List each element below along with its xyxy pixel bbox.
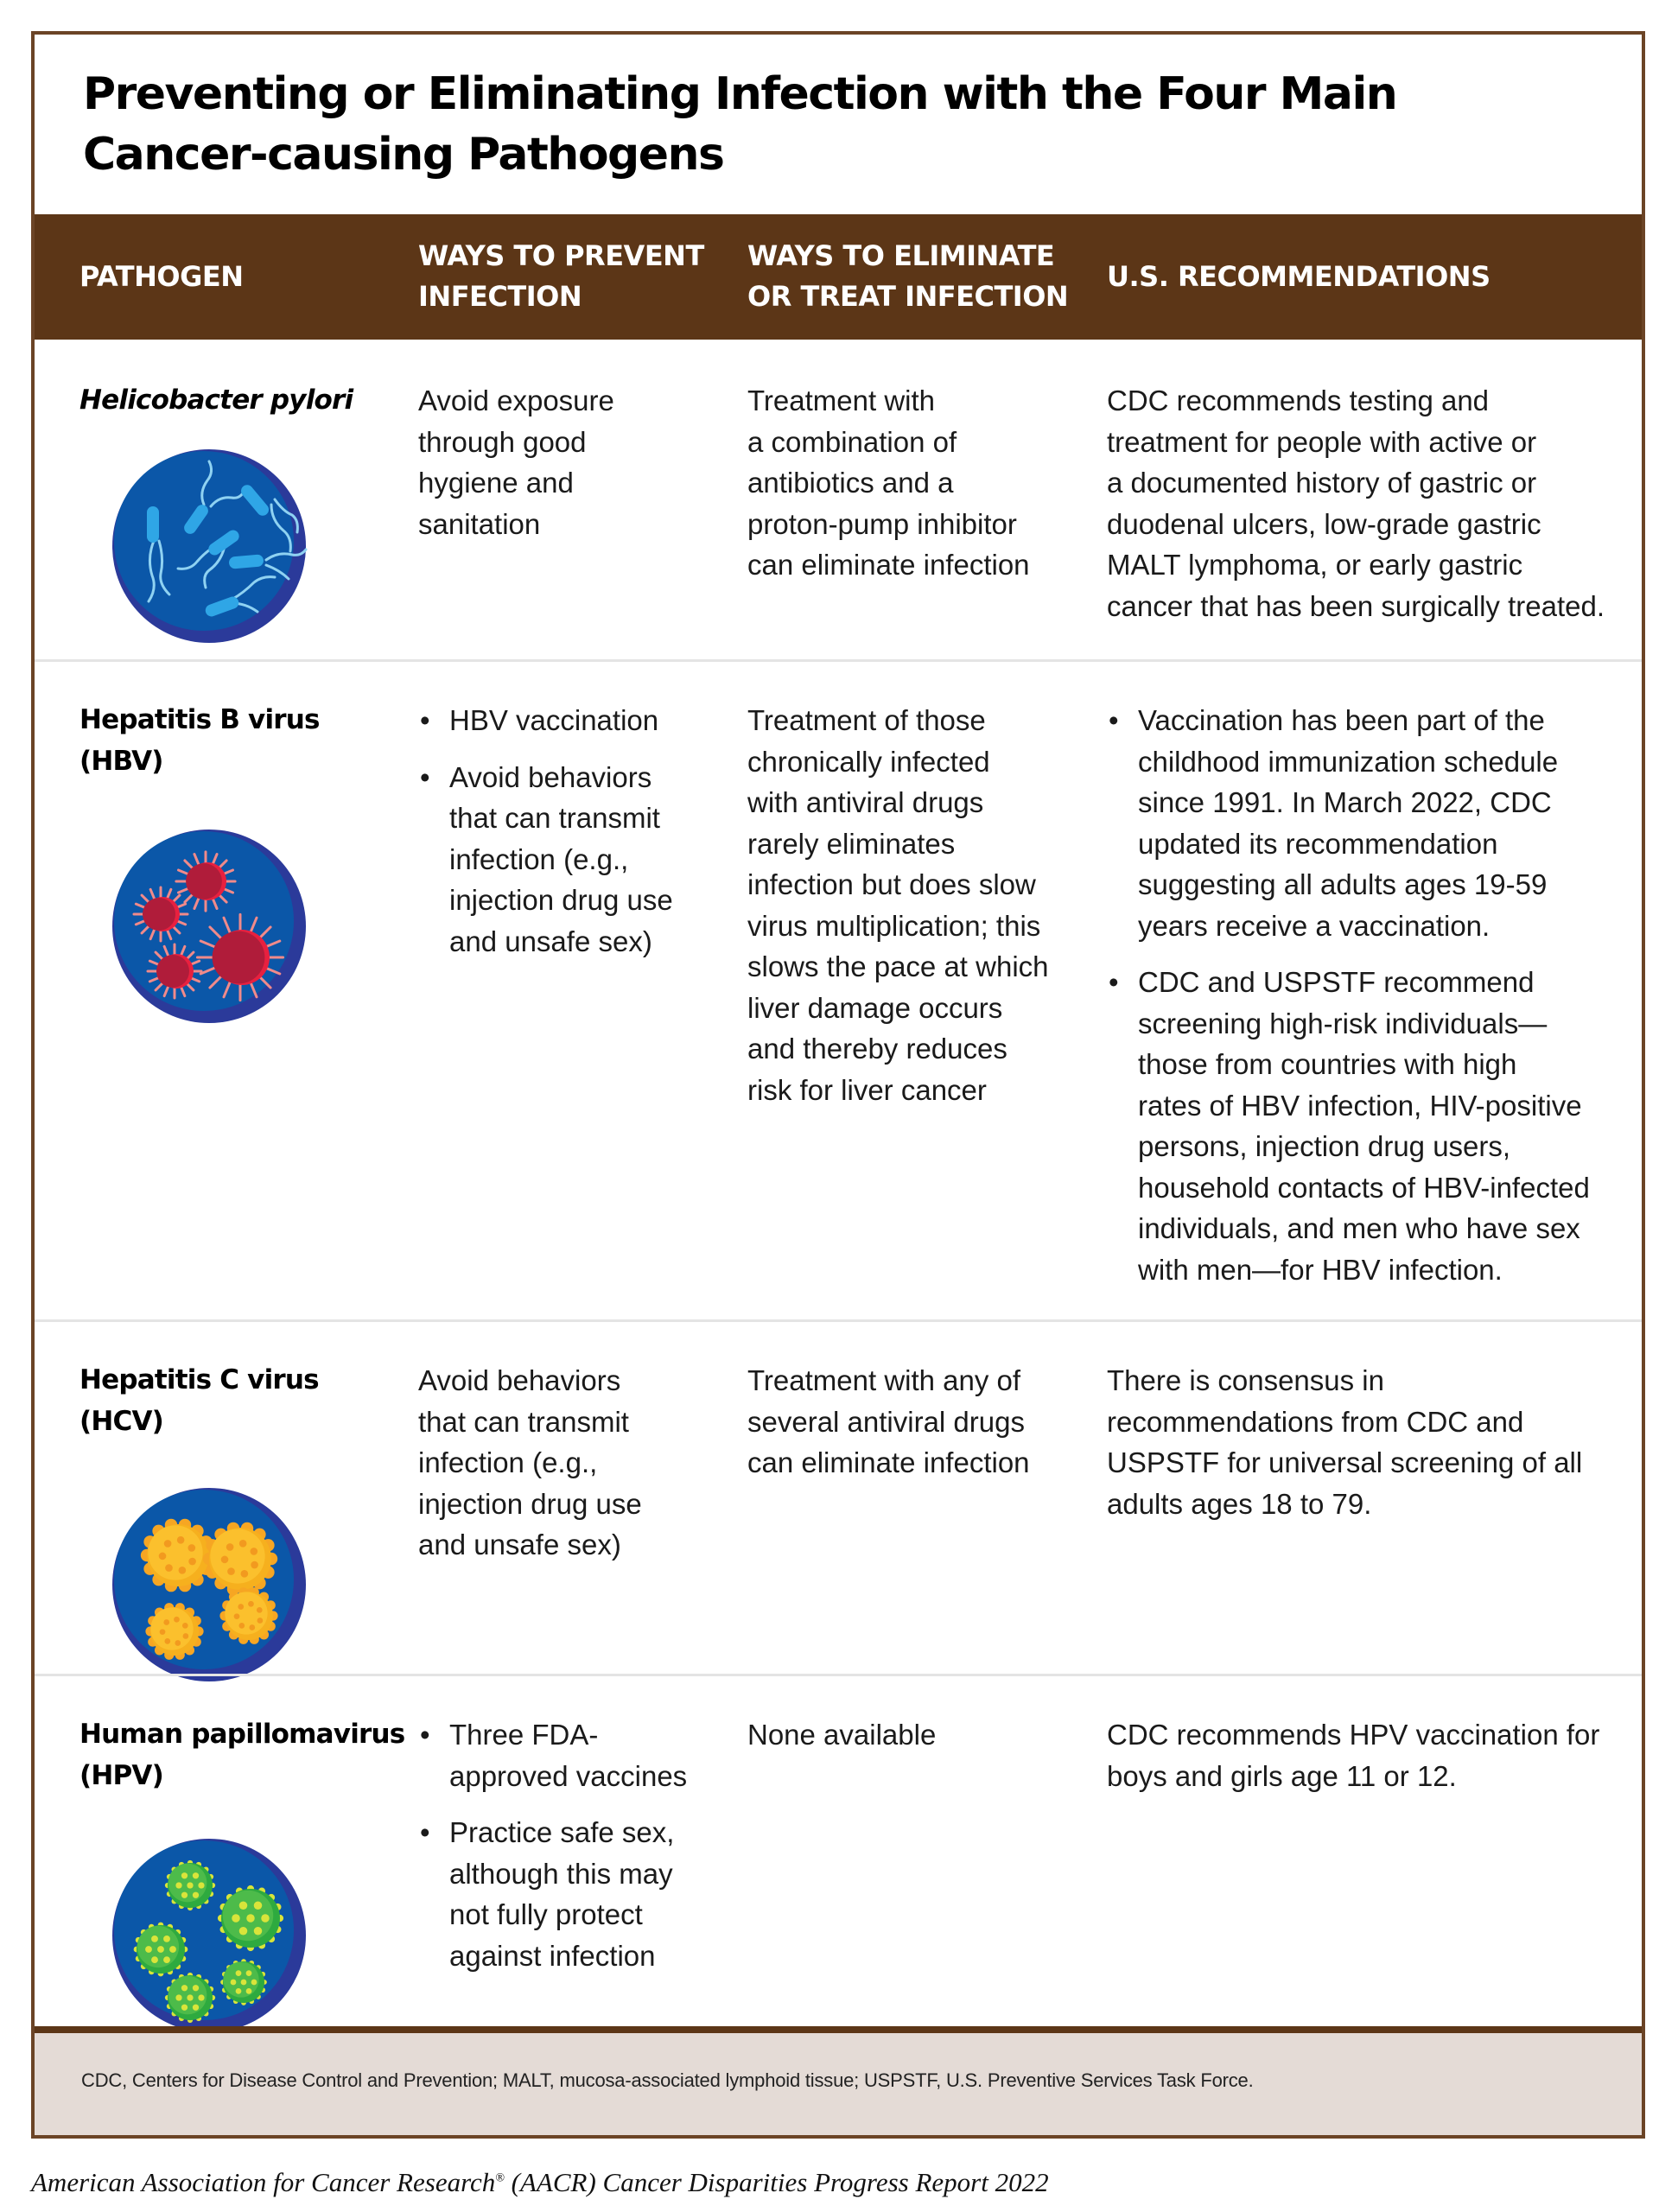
cell-line: several antiviral drugs	[747, 1405, 1025, 1438]
cell-line: with men—for HBV infection.	[1138, 1253, 1503, 1286]
header-recommendations: U.S. RECOMMENDATIONS	[1107, 260, 1490, 293]
cell-line: recommendations from CDC and	[1107, 1405, 1524, 1438]
pathogen-name-line: Human papillomavirus	[79, 1719, 405, 1750]
cell-line: childhood immunization schedule	[1138, 745, 1559, 778]
cell-line: a documented history of gastric or	[1107, 467, 1537, 499]
registered-mark: ®	[495, 2171, 505, 2185]
pathogen-name	[79, 380, 353, 422]
pathogen-name-line: (HPV)	[79, 1759, 163, 1791]
caption-text: American Association for Cancer Research	[31, 2167, 496, 2197]
cell-line: through good	[418, 425, 587, 458]
cell-line: with antiviral drugs	[747, 786, 984, 818]
header-prevent-line: INFECTION	[418, 280, 582, 313]
pathogen-name	[79, 1360, 319, 1442]
cell-line: and thereby reduces	[747, 1033, 1007, 1065]
cell-line: cancer that has been surgically treated.	[1107, 589, 1605, 622]
cell-line: can eliminate infection	[747, 1446, 1030, 1478]
cell-line: MALT lymphoma, or early gastric	[1107, 549, 1523, 581]
cell-line: boys and girls age 11 or 12.	[1107, 1759, 1457, 1792]
cell-line: although this may	[449, 1857, 673, 1890]
prevent-cell	[418, 700, 729, 977]
cell-line: virus multiplication; this	[747, 909, 1041, 942]
recommendation-cell	[1107, 380, 1605, 626]
header-eliminate	[747, 236, 1068, 317]
footnote-band	[35, 2026, 1642, 2135]
cell-line: antibiotics and a	[747, 467, 954, 499]
bullet-dot: •	[420, 760, 430, 793]
cell-line: liver damage occurs	[747, 991, 1003, 1024]
cell-line: years receive a vaccination.	[1138, 909, 1490, 942]
cell-line: Avoid exposure	[418, 385, 614, 416]
eliminate-cell	[747, 1360, 1030, 1484]
cell-line: since 1991. In March 2022, CDC	[1138, 786, 1552, 818]
cell-line: infection (e.g.,	[449, 842, 629, 875]
pathogen-name-line: Hepatitis B virus	[79, 704, 320, 735]
cell-line: approved vaccines	[449, 1759, 688, 1792]
cell-line: a combination of	[747, 425, 957, 458]
cell-line: injection drug use	[418, 1487, 642, 1520]
prevent-cell	[418, 1360, 642, 1566]
row-divider	[35, 1319, 1642, 1322]
bacteria-icon	[111, 448, 308, 645]
virus-particle	[134, 1923, 188, 1977]
pathogen-name-line: Hepatitis C virus	[79, 1364, 319, 1395]
hpv-virus-icon	[111, 1837, 308, 2034]
cell-line: Treatment with	[747, 385, 936, 416]
prevent-cell	[418, 1714, 729, 1992]
footnote-text: CDC, Centers for Disease Control and Prevention; MALT, mucosa-associated lymphoid tissue; USPSTF, U.S. Preventive Services Task Force.	[81, 2069, 1254, 2091]
bullet-dot: •	[1109, 704, 1119, 736]
virus-particle	[148, 944, 201, 998]
cell-line: that can transmit	[449, 802, 660, 834]
page-title: Preventing or Eliminating Infection with the Four Main Cancer-causing Pathogens	[83, 68, 1397, 181]
cell-line: Three FDA-	[449, 1719, 599, 1751]
recommendation-cell	[1107, 1360, 1582, 1524]
cell-line: individuals, and men who have sex	[1138, 1212, 1580, 1244]
caption-text: (AACR) Cancer Disparities Progress Report 2022	[504, 2167, 1049, 2197]
table-header	[35, 214, 1642, 340]
header-eliminate-line: OR TREAT INFECTION	[747, 280, 1069, 313]
bullet-item	[1107, 962, 1590, 1290]
eliminate-cell	[747, 380, 1030, 586]
cell-line: HBV vaccination	[449, 704, 659, 736]
cell-line: USPSTF for universal screening of all	[1107, 1446, 1583, 1478]
recommendation-cell	[1107, 1714, 1599, 1796]
prevent-cell	[418, 380, 614, 544]
cell-line: rarely eliminates	[747, 827, 956, 860]
pathogen-name	[79, 700, 320, 782]
cell-line: Vaccination has been part of the	[1138, 704, 1545, 736]
cell-line: adults ages 18 to 79.	[1107, 1487, 1372, 1520]
cell-line: screening high-risk individuals—	[1138, 1007, 1548, 1039]
bullet-dot: •	[420, 1719, 430, 1751]
cell-line: persons, injection drug users,	[1138, 1130, 1511, 1162]
row-divider	[35, 659, 1642, 662]
cell-line: CDC recommends HPV vaccination for	[1107, 1719, 1600, 1751]
table-frame	[31, 31, 1645, 2139]
virus-particle	[165, 1860, 215, 1910]
cell-line: and unsafe sex)	[449, 925, 652, 957]
cell-line: household contacts of HBV-infected	[1138, 1171, 1590, 1204]
cell-line: Treatment with any of	[747, 1364, 1021, 1396]
recommendation-cell	[1107, 700, 1590, 1306]
bullet-dot: •	[420, 1816, 430, 1848]
cell-line: Avoid behaviors	[449, 760, 652, 793]
cell-line: Avoid behaviors	[418, 1364, 621, 1396]
cell-line: proton-pump inhibitor	[747, 507, 1017, 540]
cell-line: hygiene and	[418, 467, 574, 499]
source-caption	[31, 2167, 1049, 2198]
cell-line: rates of HBV infection, HIV-positive	[1138, 1089, 1582, 1122]
pathogen-name-line: Helicobacter pylori	[79, 385, 353, 416]
cell-line: updated its recommendation	[1138, 827, 1498, 860]
row-divider	[35, 1674, 1642, 1676]
pathogen-name	[79, 1714, 404, 1796]
header-eliminate-line: WAYS TO ELIMINATE	[747, 239, 1055, 272]
hcv-virus-icon	[111, 1486, 308, 1683]
hbv-virus-icon	[111, 828, 308, 1025]
virus-particle	[176, 852, 235, 911]
cell-line: slows the pace at which	[747, 950, 1049, 982]
cell-line: against infection	[449, 1939, 656, 1972]
virus-particle	[165, 1973, 215, 2023]
cell-line: duodenal ulcers, low-grade gastric	[1107, 507, 1541, 540]
cell-line: None available	[747, 1719, 937, 1751]
bullet-item	[418, 1812, 729, 1976]
cell-line: Practice safe sex,	[449, 1816, 675, 1848]
bullet-dot: •	[1109, 966, 1119, 998]
bullet-item	[418, 1714, 729, 1796]
cell-line: can eliminate infection	[747, 549, 1030, 581]
virus-particle	[220, 1959, 267, 2005]
header-pathogen: PATHOGEN	[79, 260, 244, 293]
cell-line: CDC recommends testing and	[1107, 385, 1490, 416]
virus-particle	[218, 1885, 283, 1951]
cell-line: CDC and USPSTF recommend	[1138, 966, 1535, 998]
eliminate-cell	[747, 1714, 936, 1756]
bullet-item	[418, 757, 729, 963]
cell-line: and unsafe sex)	[418, 1529, 621, 1560]
pathogen-name-line: (HCV)	[79, 1405, 164, 1437]
cell-line: risk for liver cancer	[747, 1073, 987, 1106]
bullet-item	[418, 700, 729, 741]
bullet-dot: •	[420, 704, 430, 736]
cell-line: suggesting all adults ages 19-59	[1138, 868, 1548, 900]
header-prevent	[418, 236, 704, 317]
header-prevent-line: WAYS TO PREVENT	[418, 239, 704, 272]
cell-line: those from countries with high	[1138, 1048, 1517, 1080]
cell-line: infection (e.g.,	[418, 1446, 598, 1478]
cell-line: chronically infected	[747, 745, 990, 778]
cell-line: sanitation	[418, 507, 541, 540]
cell-line: There is consensus in	[1107, 1364, 1384, 1396]
cell-line: infection but does slow	[747, 868, 1036, 900]
cell-line: treatment for people with active or	[1107, 425, 1537, 458]
eliminate-cell	[747, 700, 1049, 1110]
cell-line: injection drug use	[449, 884, 673, 916]
virus-particle	[134, 887, 188, 941]
bullet-item	[1107, 700, 1590, 946]
virus-particle	[197, 914, 283, 1000]
cell-line: not fully protect	[449, 1898, 643, 1930]
cell-line: Treatment of those	[747, 704, 986, 736]
pathogen-name-line: (HBV)	[79, 745, 163, 777]
cell-line: that can transmit	[418, 1405, 629, 1438]
